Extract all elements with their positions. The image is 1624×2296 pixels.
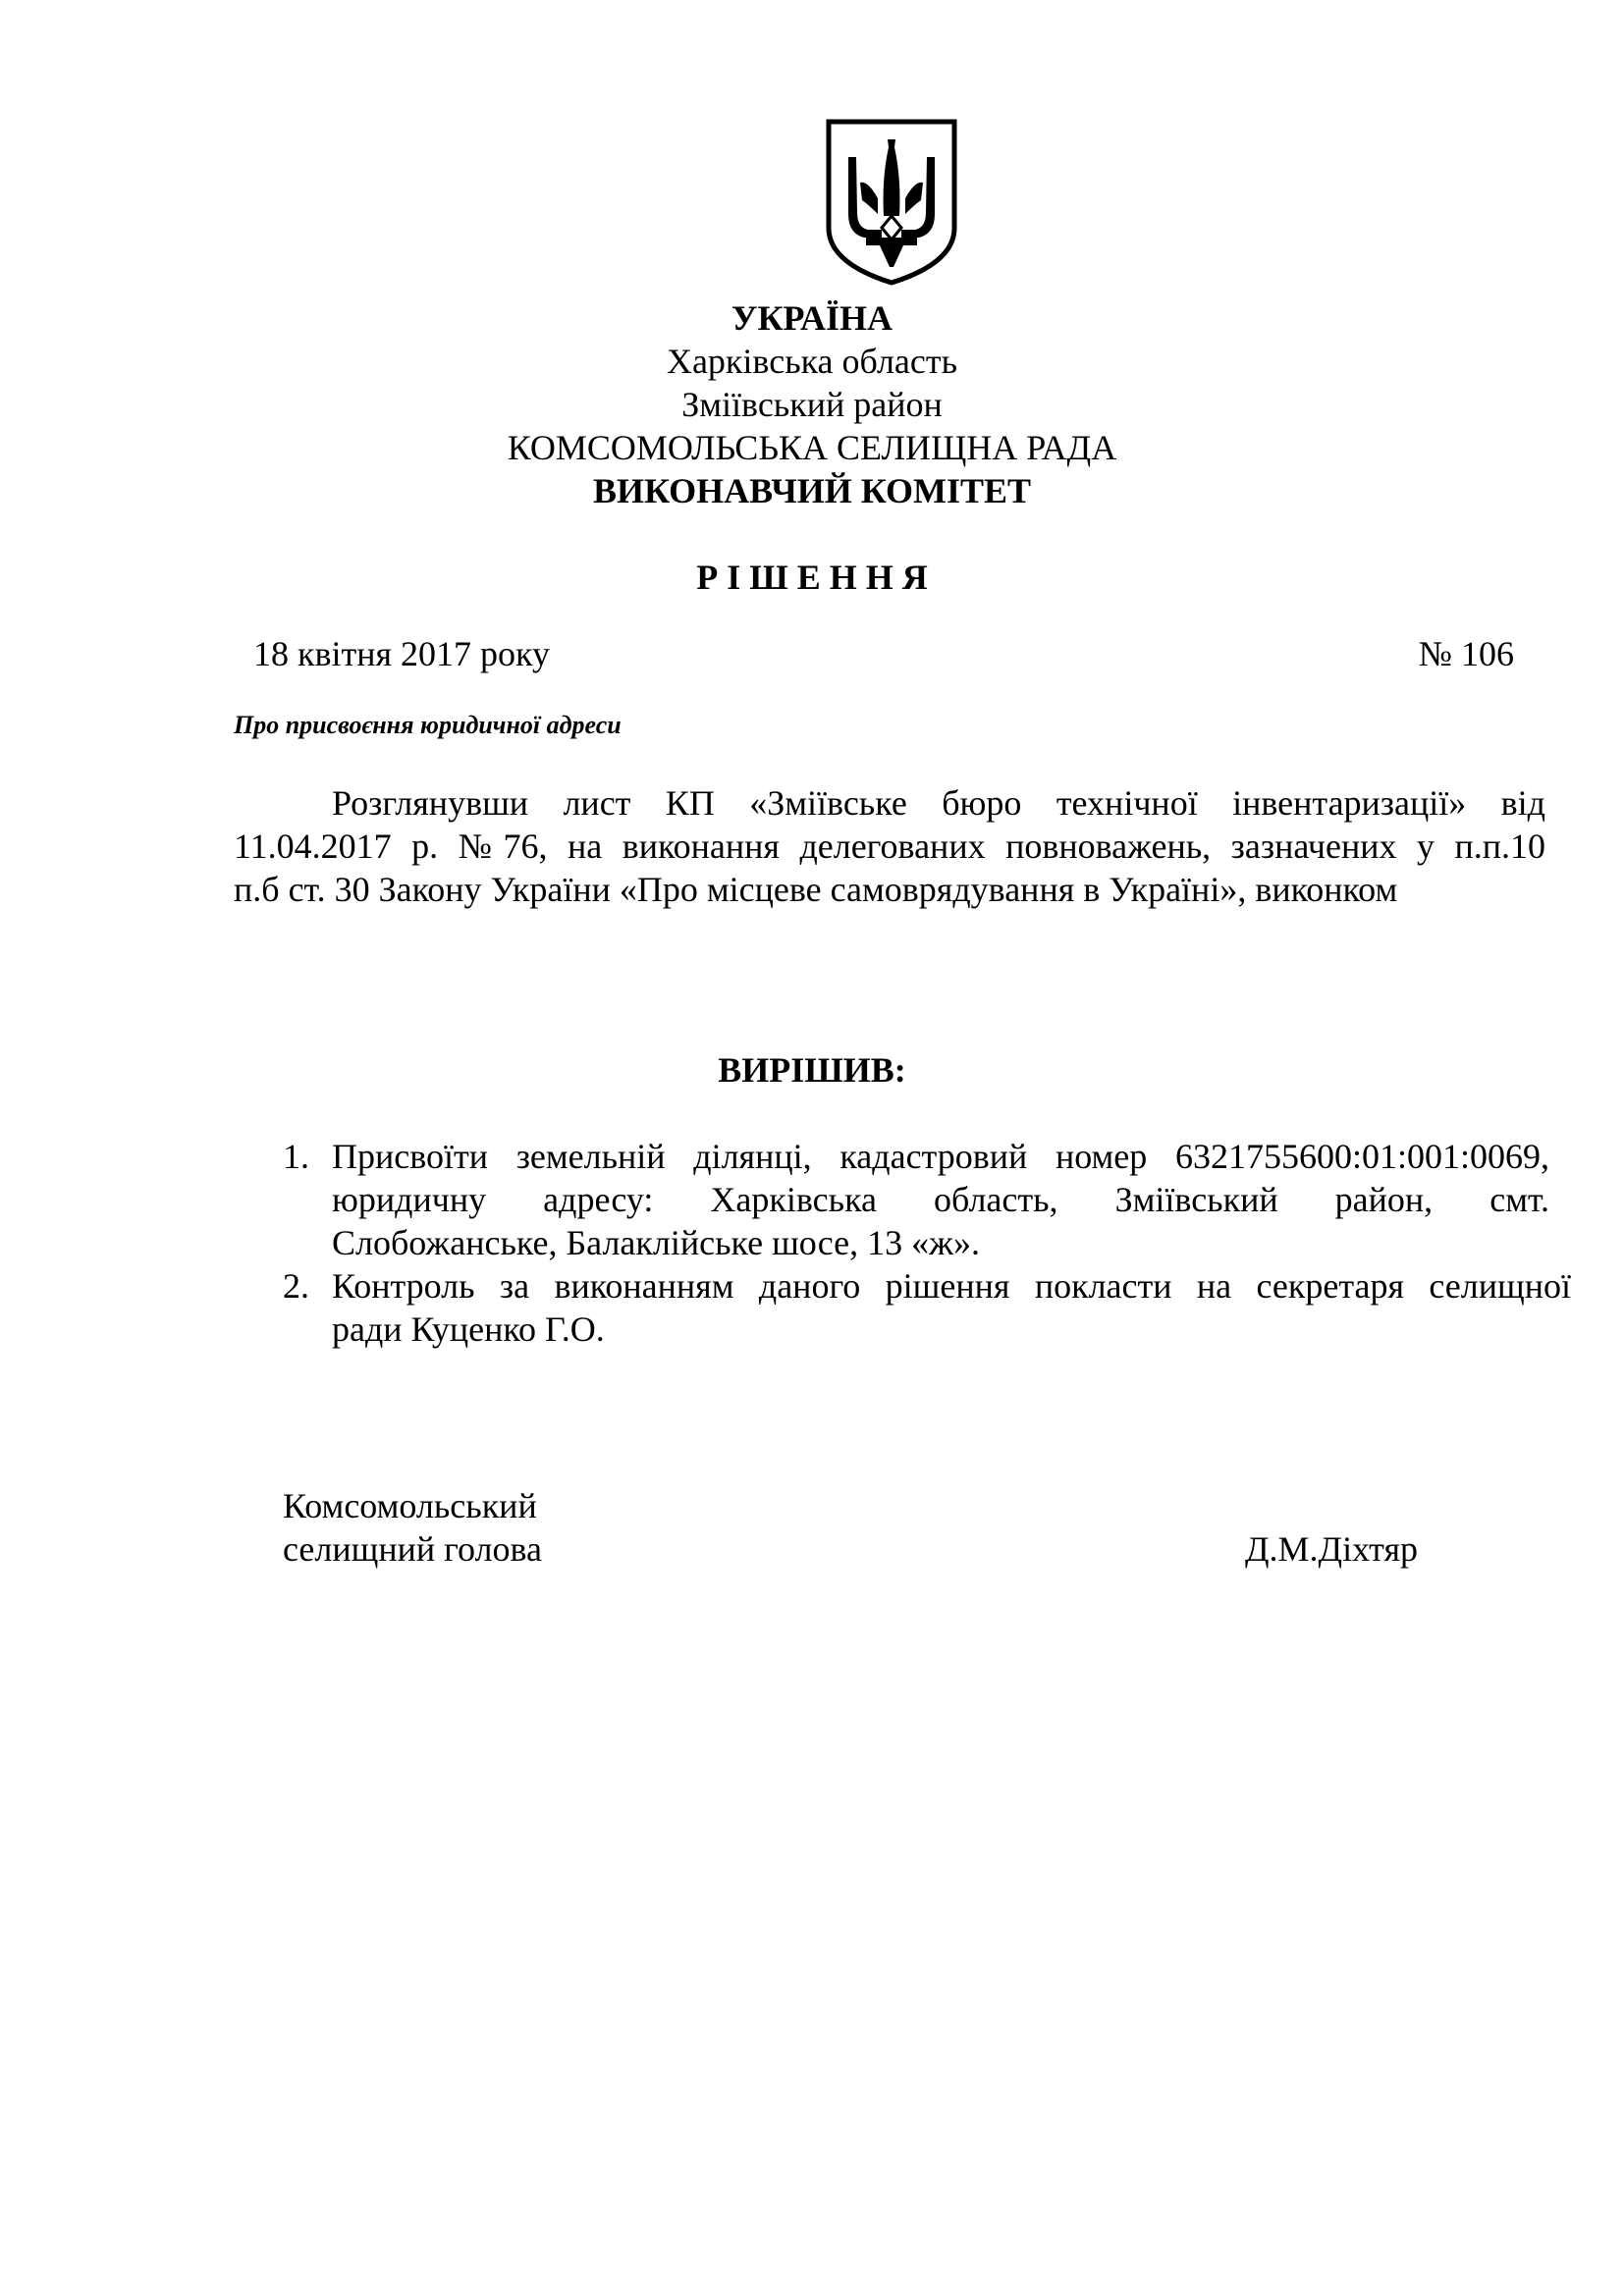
- preamble-line-3: п.б ст. 30 Закону України «Про місцеве самоврядування в Україні», виконком: [234, 870, 1398, 909]
- list-item-line: юридичну адресу: Харківська область, Зміївський район, смт.: [332, 1180, 1549, 1219]
- signatory-name: Д.М.Діхтяр: [1244, 1529, 1418, 1569]
- coat-of-arms-icon: [825, 118, 958, 287]
- signatory-title-line-2: селищний голова: [283, 1529, 543, 1569]
- oblast-name: Харківська область: [666, 342, 958, 381]
- preamble-line-2: 11.04.2017 р. №76, на виконання делегованих повноважень, зазначених у п.п.10: [234, 827, 1545, 866]
- list-item-number: 2.: [283, 1266, 309, 1306]
- country-name: УКРАЇНА: [731, 298, 893, 338]
- preamble-line-1: Розглянувши лист КП «Зміївське бюро технічної інвентаризації» від: [332, 783, 1545, 823]
- council-name: КОМСОМОЛЬСЬКА СЕЛИЩНА РАДА: [507, 428, 1117, 467]
- document-type: Р І Ш Е Н Н Я: [696, 558, 928, 597]
- document-date: 18 квітня 2017 року: [253, 634, 551, 673]
- committee-name: ВИКОНАВЧИЙ КОМІТЕТ: [592, 471, 1032, 510]
- raion-name: Зміївський район: [681, 385, 943, 424]
- document-subject: Про присвоєння юридичної адреси: [234, 711, 622, 739]
- list-item-number: 1.: [283, 1137, 309, 1176]
- list-item-line: Контроль за виконанням даного рішення покласти на секретаря селищної: [332, 1266, 1571, 1306]
- document-number: № 106: [1418, 634, 1514, 673]
- list-item-line: ради Куценко Г.О.: [332, 1309, 605, 1349]
- list-item-line: Слобожанське, Балаклійське шосе, 13 «ж».: [332, 1223, 980, 1262]
- signatory-title-line-1: Комсомольський: [283, 1486, 537, 1525]
- list-item-line: Присвоїти земельній ділянці, кадастровий номер 6321755600:01:001:0069,: [332, 1137, 1549, 1176]
- decided-heading: ВИРІШИВ:: [718, 1050, 906, 1090]
